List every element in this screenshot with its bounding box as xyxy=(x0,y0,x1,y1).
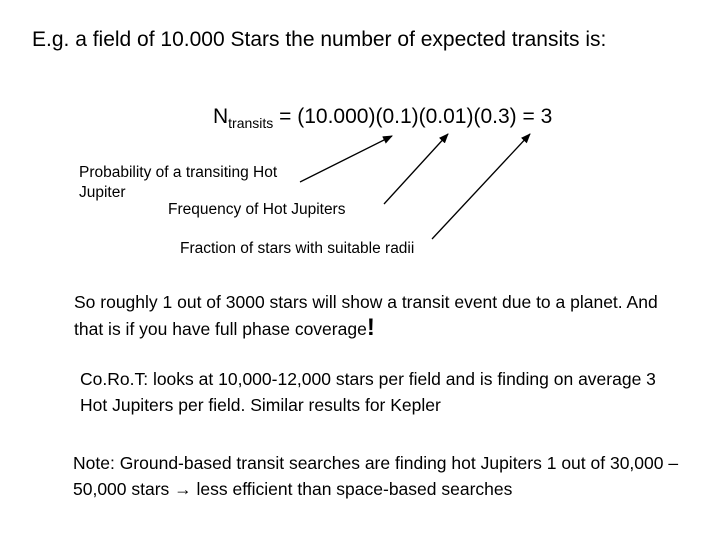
label-fraction: Fraction of stars with suitable radii xyxy=(180,240,415,257)
paragraph-ground-based-note: Note: Ground-based transit searches are finding hot Jupiters 1 out of 30,000 – 50,000 stars → less efficient than space-based searches xyxy=(73,453,679,499)
paragraph-corot: Co.Ro.T: looks at 10,000-12,000 stars per field and is finding on average 3 Hot Jupiters per field. Similar results for Kepler xyxy=(80,369,656,415)
label-frequency: Frequency of Hot Jupiters xyxy=(168,201,346,218)
exclamation-mark: ! xyxy=(366,314,375,341)
slide-title: E.g. a field of 10.000 Stars the number of expected transits is: xyxy=(32,28,607,51)
paragraph-transit-rate-text: So roughly 1 out of 3000 stars will show a transit event due to a planet. And that is if you have full phase coverage xyxy=(74,292,658,339)
arrow-frequency xyxy=(384,134,448,204)
equation-subscript: transits xyxy=(228,115,274,131)
equation-lhs: N xyxy=(213,105,229,128)
arrow-fraction xyxy=(432,134,530,239)
label-probability: Probability of a transiting Hot Jupiter xyxy=(79,164,278,201)
paragraph-transit-rate xyxy=(74,289,674,342)
equation-rhs: = (10.000)(0.1)(0.01)(0.3) = 3 xyxy=(273,105,553,128)
